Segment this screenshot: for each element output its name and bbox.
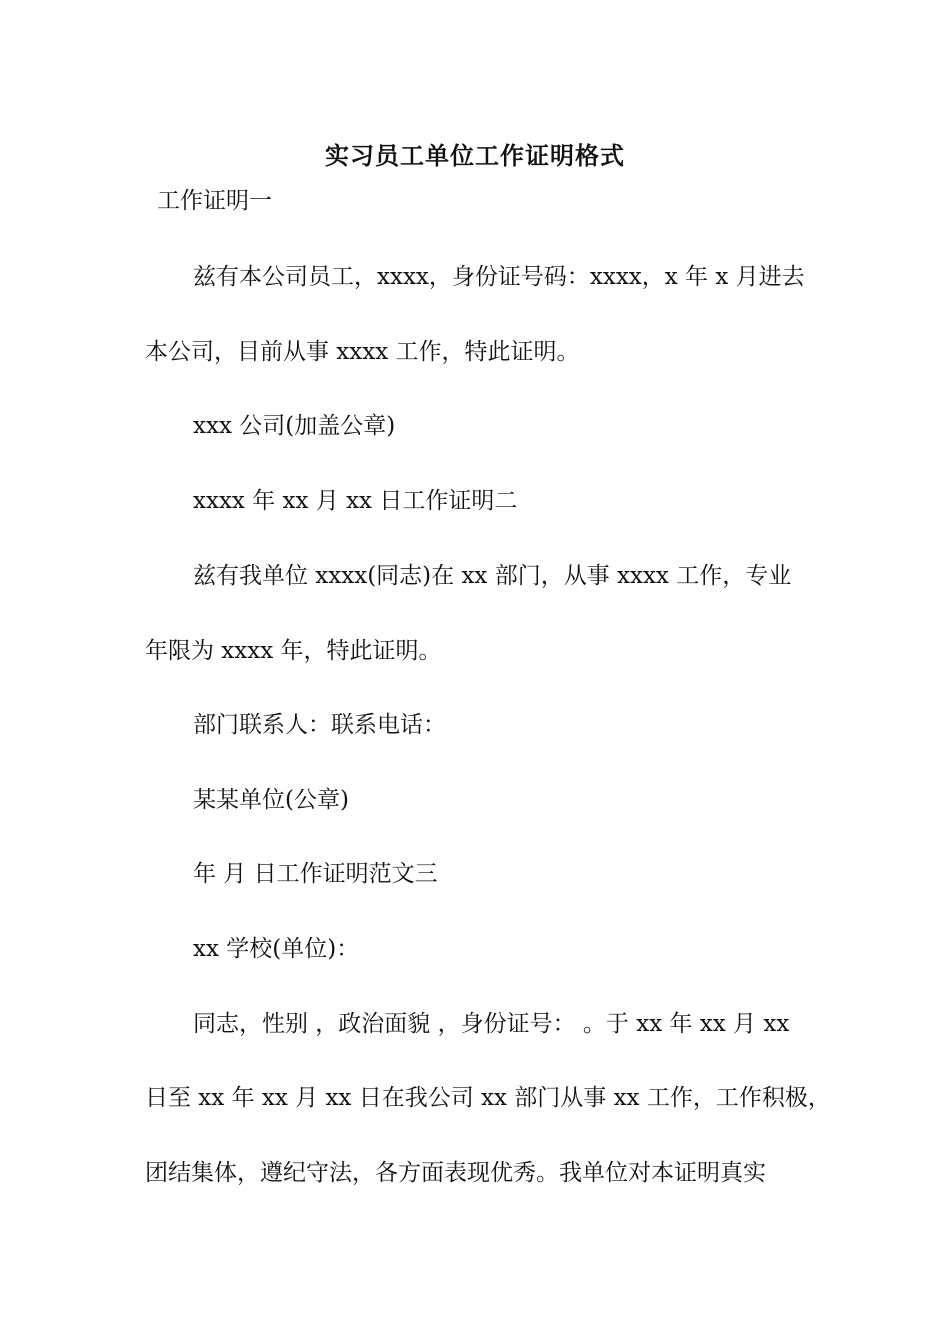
paragraph-line: 本公司，目前从事 xxxx 工作，特此证明。 bbox=[145, 339, 580, 365]
paragraph-line: 兹有我单位 xxxx(同志)在 xx 部门，从事 xxxx 工作，专业 bbox=[193, 563, 792, 589]
addressee-line: xx 学校(单位)： bbox=[193, 936, 360, 962]
paragraph-line: 兹有本公司员工，xxxx，身份证号码：xxxx，x 年 x 月进去 bbox=[193, 264, 805, 290]
contact-line: 部门联系人：联系电话： bbox=[193, 712, 446, 738]
paragraph-line: 年限为 xxxx 年，特此证明。 bbox=[145, 638, 442, 664]
section-heading-1: 工作证明一 bbox=[157, 188, 272, 214]
company-seal-line: 某某单位(公章) bbox=[193, 787, 349, 813]
paragraph-line: 同志，性别 ，政治面貌 ，身份证号： 。于 xx 年 xx 月 xx bbox=[193, 1011, 790, 1037]
company-seal-line: xxx 公司(加盖公章) bbox=[193, 413, 396, 439]
paragraph-line: 日至 xx 年 xx 月 xx 日在我公司 xx 部门从事 xx 工作，工作积极， bbox=[145, 1085, 831, 1111]
date-line: 年 月 日工作证明范文三 bbox=[193, 861, 438, 887]
paragraph-line: 团结集体，遵纪守法，各方面表现优秀。我单位对本证明真实 bbox=[145, 1160, 766, 1186]
document-title: 实习员工单位工作证明格式 bbox=[325, 141, 625, 170]
date-line: xxxx 年 xx 月 xx 日工作证明二 bbox=[193, 488, 518, 514]
